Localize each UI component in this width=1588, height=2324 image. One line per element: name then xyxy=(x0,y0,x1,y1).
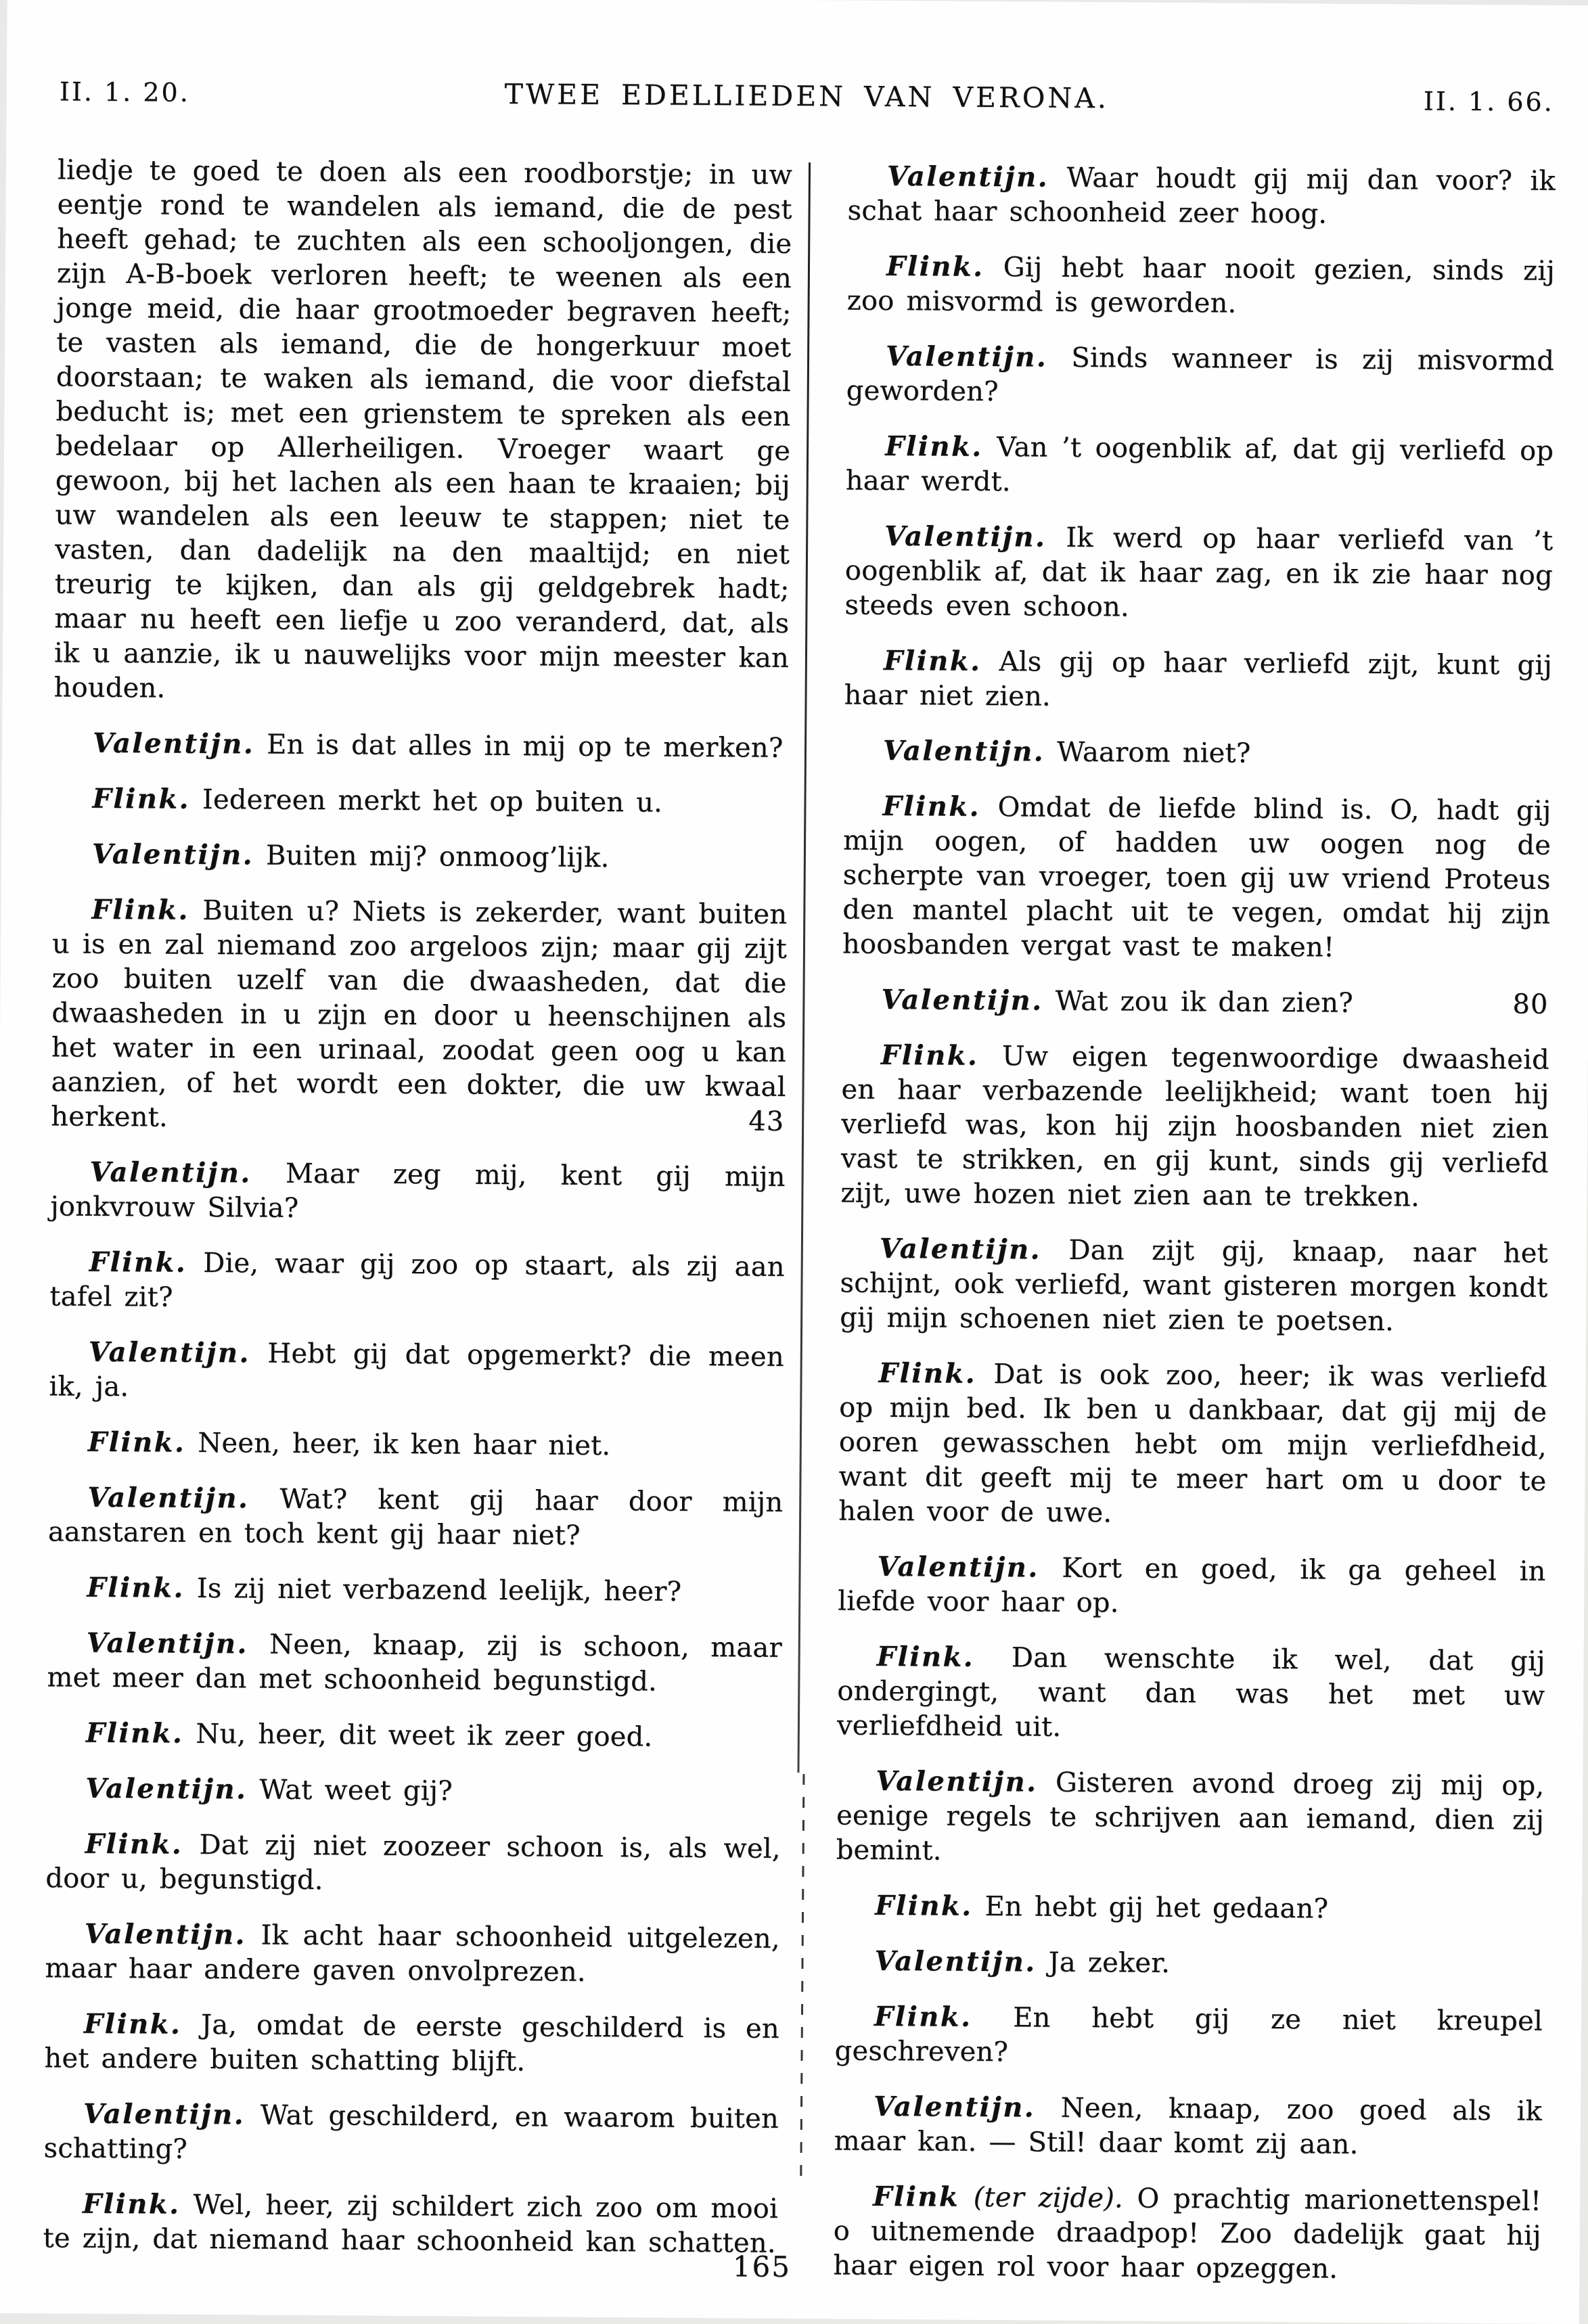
act-scene-ref-right: II. 1. 66. xyxy=(1423,86,1554,117)
speech-text: Wat zou ik dan zien? xyxy=(1055,985,1354,1019)
column-divider-dotted xyxy=(800,1774,804,2180)
speech-paragraph xyxy=(842,982,1549,1022)
speech-paragraph xyxy=(836,1888,1543,1928)
speaker-name: Flink. xyxy=(87,1571,185,1604)
speech-paragraph xyxy=(45,1826,781,1901)
speaker-name: Valentijn. xyxy=(83,2097,246,2131)
speech-paragraph xyxy=(846,339,1555,413)
speech-paragraph xyxy=(844,519,1553,628)
speech-text: Iedereen merkt het op buiten u. xyxy=(202,783,663,819)
speech-text: Neen, knaap, zij is schoon, maar met meer dan met schoonheid begunstigd. xyxy=(47,1628,782,1698)
speaker-name: Flink. xyxy=(87,1426,186,1459)
speech-text: Dan wenschte ik wel, dat gij ondergingt, want dan was het met uw verliefdheid uit. xyxy=(836,1642,1545,1743)
speech-text: Ik acht haar schoonheid uitgelezen, maar haar andere gaven onvolprezen. xyxy=(45,1919,780,1988)
speech-text: O prachtig marionettenspel! o uitnemende draadpop! Zoo dadelijk gaat hij haar eigen rol voor haar opzeggen. xyxy=(833,2183,1542,2285)
speech-paragraph xyxy=(847,159,1556,233)
speech-text: Maar zeg mij, kent gij mijn jonkvrouw Silvia? xyxy=(50,1158,786,1224)
speech-paragraph xyxy=(47,1570,782,1610)
speech-paragraph xyxy=(840,1037,1549,1215)
speaker-name: Flink. xyxy=(92,782,191,815)
text-column-left xyxy=(43,153,792,2281)
speech-text: liedje te goed te doen als een roodborstje; in uw eentje rond te wandelen als iemand, die de pest heeft gehad; te zuchten als een schooljongen, die zijn A-B-boek verloren heeft; te weenen als een jonge meid, die haar grootmoeder begraven heeft; te vasten als iemand, die de hongerkuur moet doorstaan; te waken als iemand, die voor diefstal beducht is; met een grienstem te spreken als een bedelaar op Allerheiligen. Vroeger waart ge gewoon, bij het lachen als een haan te kraaien; bij uw wandelen als een leeuw te stappen; niet te vasten, dan dadelijk na den maaltijd; en niet treurig te kijken, dan als gij geldgebrek hadt; maar nu heeft een liefje u zoo veranderd, dat, als ik u aanzie, ik u nauwelijks voor mijn meester kan houden. xyxy=(53,154,793,704)
speech-text: Nu, heer, dit weet ik zeer goed. xyxy=(196,1718,653,1753)
speaker-name: Valentijn. xyxy=(877,1550,1039,1584)
speaker-name: Valentijn. xyxy=(91,838,254,871)
speech-text: Die, waar gij zoo op staart, als zij aan tafel zit? xyxy=(49,1247,785,1313)
speaker-name: Flink. xyxy=(83,2007,182,2041)
speech-paragraph xyxy=(840,1231,1548,1340)
speech-paragraph xyxy=(834,2089,1542,2163)
act-scene-ref-left: II. 1. 20. xyxy=(59,76,190,108)
speech-text: Waarom niet? xyxy=(1056,736,1251,769)
speech-paragraph xyxy=(44,2006,779,2081)
speech-text: Neen, heer, ik ken haar niet. xyxy=(198,1427,611,1462)
speech-paragraph xyxy=(46,1771,781,1811)
speech-text: Dat is ook zoo, heer; ik was verliefd op mijn bed. Ik ben u dankbaar, dat gij mij de ooren gewasschen hebt om mijn verliefdheid, want dit geeft mij te meer hart om u door te halen voor de uwe. xyxy=(838,1359,1547,1529)
speech-text: Kort en goed, ik ga geheel in liefde voor haar op. xyxy=(838,1552,1546,1619)
speaker-name: Flink. xyxy=(886,250,984,283)
speaker-name: Flink. xyxy=(878,1357,977,1390)
speech-paragraph xyxy=(837,1639,1545,1748)
speech-paragraph xyxy=(838,1355,1547,1533)
speech-text: Dan zijt gij, knaap, naar het schijnt, ook verliefd, want gisteren morgen kondt gij mijn schoenen niet zien te poetsen. xyxy=(840,1234,1549,1338)
speech-paragraph xyxy=(51,892,787,1139)
speaker-name: Valentijn. xyxy=(84,1917,247,1951)
stage-direction: (ter zijde). xyxy=(959,2181,1124,2214)
speaker-name: Flink. xyxy=(82,2187,181,2220)
speech-paragraph xyxy=(53,725,788,766)
speech-text: Uw eigen tegenwoordige dwaasheid en haar verbazende leelijkheid; want toen hij verliefd was, kon hij zijn hoosbanden niet zien vast te strikken, en gij kunt, sinds gij verliefd zijt, uwe hozen niet zien aan te trekken. xyxy=(840,1041,1550,1213)
speech-paragraph xyxy=(844,733,1551,773)
speaker-name: Flink. xyxy=(883,644,982,677)
speaker-name: Flink. xyxy=(91,893,190,926)
speaker-name: Valentijn. xyxy=(882,734,1045,768)
speaker-name: Flink. xyxy=(876,1640,975,1673)
speech-paragraph xyxy=(846,429,1554,503)
page-title: TWEE EDELLIEDEN VAN VERONA. xyxy=(504,77,1110,115)
speech-text: Sinds wanneer is zij misvormd geworden? xyxy=(846,342,1555,408)
speech-text: Als gij op haar verliefd zijt, kunt gij haar niet zien. xyxy=(844,646,1553,712)
speaker-name: Flink. xyxy=(85,1827,183,1861)
speaker-name: Valentijn. xyxy=(86,1626,249,1660)
speech-text: Waar houdt gij mij dan voor? ik schat haar schoonheid zeer hoog. xyxy=(847,162,1556,230)
speech-text: Wat? kent gij haar door mijn aanstaren en toch kent gij haar niet? xyxy=(47,1483,784,1551)
speech-paragraph xyxy=(53,836,788,877)
speaker-name: Flink. xyxy=(89,1246,187,1279)
page-number: 165 xyxy=(732,2250,792,2284)
speaker-name: Flink. xyxy=(85,1716,184,1750)
speaker-name: Flink. xyxy=(880,1039,979,1072)
speaker-name: Flink xyxy=(872,2180,960,2213)
speaker-name: Valentijn. xyxy=(879,1232,1042,1266)
speech-text: Is zij niet verbazend leelijk, heer? xyxy=(196,1572,682,1608)
speaker-name: Flink. xyxy=(874,2000,972,2033)
speaker-name: Flink. xyxy=(885,430,983,463)
speech-paragraph xyxy=(49,1424,784,1465)
speech-text: En hebt gij ze niet kreupel geschreven? xyxy=(834,2002,1543,2068)
speech-paragraph xyxy=(53,153,792,710)
speech-text: Buiten mij? onmoog’lijk. xyxy=(265,840,610,874)
speech-paragraph xyxy=(47,1715,781,1756)
speech-text: Wel, heer, zij schildert zich zoo om mooi te zijn, dat niemand haar schoonheid kan schatten. xyxy=(43,2189,779,2259)
speech-paragraph xyxy=(50,1154,786,1229)
speaker-name: Flink. xyxy=(874,1889,973,1922)
speech-paragraph xyxy=(49,1334,784,1409)
speech-text: Wat weet gij? xyxy=(259,1774,453,1807)
speech-text: Van ’t oogenblik af, dat gij verliefd op haar werdt. xyxy=(845,432,1554,498)
speech-paragraph xyxy=(45,1916,780,1991)
speaker-name: Valentijn. xyxy=(884,520,1047,553)
speaker-name: Valentijn. xyxy=(89,1156,252,1189)
speech-text: Wat geschilderd, en waarom buiten schatting? xyxy=(43,2099,779,2165)
speech-text: Omdat de liefde blind is. O, hadt gij mijn oogen, of hadden uw oogen nog de scherpte van vroeger, toen gij uw vriend Proteus den mantel placht uit te vegen, omdat hij zijn hoosbanden vergat vast te maken! xyxy=(842,792,1551,963)
running-head xyxy=(60,74,1554,117)
speaker-name: Valentijn. xyxy=(87,1481,250,1515)
speech-text: Gij hebt haar nooit gezien, sinds zij zoo misvormd is geworden. xyxy=(846,252,1556,319)
speech-paragraph xyxy=(846,249,1555,323)
speaker-name: Valentijn. xyxy=(881,983,1043,1017)
speech-paragraph xyxy=(842,789,1551,967)
speech-text: Ja, omdat de eerste geschilderd is en het andere buiten schatting blijft. xyxy=(44,2009,779,2078)
speech-text: En hebt gij het gedaan? xyxy=(984,1891,1329,1925)
speech-paragraph xyxy=(49,1244,785,1319)
speaker-name: Valentijn. xyxy=(92,727,255,760)
speech-paragraph xyxy=(48,1480,784,1555)
speech-text: Dat zij niet zoozeer schoon is, als wel, door u, begunstigd. xyxy=(45,1829,781,1896)
speech-text: Ik werd op haar verliefd van ’t oogenblik af, dat ik haar zag, en ik zie haar nog steeds even schoon. xyxy=(844,522,1553,623)
speech-text: Buiten u? Niets is zekerder, want buiten u is en zal niemand zoo argeloos zijn; maar gij zijt zoo buiten uzelf van die dwaasheden, dat die dwaasheden in u zijn en door u heenschijnen als het water in een urinaal, zoodat geen oog u kan aanzien, of het wordt een dokter, die uw kwaal herkent. xyxy=(51,894,788,1133)
speech-text: Gisteren avond droeg zij mij op, eenige regels te schrijven aan iemand, dien zij bemint. xyxy=(836,1767,1545,1867)
speaker-name: Valentijn. xyxy=(874,1944,1037,1978)
speech-paragraph xyxy=(53,781,788,821)
speech-paragraph xyxy=(835,1943,1543,1983)
speech-paragraph xyxy=(836,1763,1544,1872)
line-number: 43 xyxy=(748,1106,785,1137)
speech-text: Ja zeker. xyxy=(1048,1946,1171,1979)
speech-text: Neen, knaap, zoo goed als ik maar kan. — Stil! daar komt zij aan. xyxy=(834,2092,1543,2160)
speech-paragraph xyxy=(838,1549,1546,1623)
speech-paragraph xyxy=(834,1999,1543,2073)
speaker-name: Valentijn. xyxy=(885,340,1048,373)
speech-paragraph xyxy=(47,1625,782,1700)
speaker-name: Valentijn. xyxy=(873,2090,1036,2124)
speaker-name: Valentijn. xyxy=(886,160,1049,193)
speaker-name: Valentijn. xyxy=(876,1764,1038,1798)
text-column-right xyxy=(833,159,1556,2308)
speaker-name: Valentijn. xyxy=(88,1336,251,1369)
speaker-name: Flink. xyxy=(882,790,981,823)
speech-paragraph xyxy=(43,2096,779,2171)
speech-text: Hebt gij dat opgemerkt? die meen ik, ja. xyxy=(49,1338,784,1403)
column-divider xyxy=(797,162,811,1773)
speech-text: En is dat alles in mij op te merken? xyxy=(266,729,784,764)
speaker-name: Valentijn. xyxy=(85,1772,248,1806)
speech-paragraph xyxy=(844,643,1552,718)
line-number: 80 xyxy=(1512,988,1549,1020)
